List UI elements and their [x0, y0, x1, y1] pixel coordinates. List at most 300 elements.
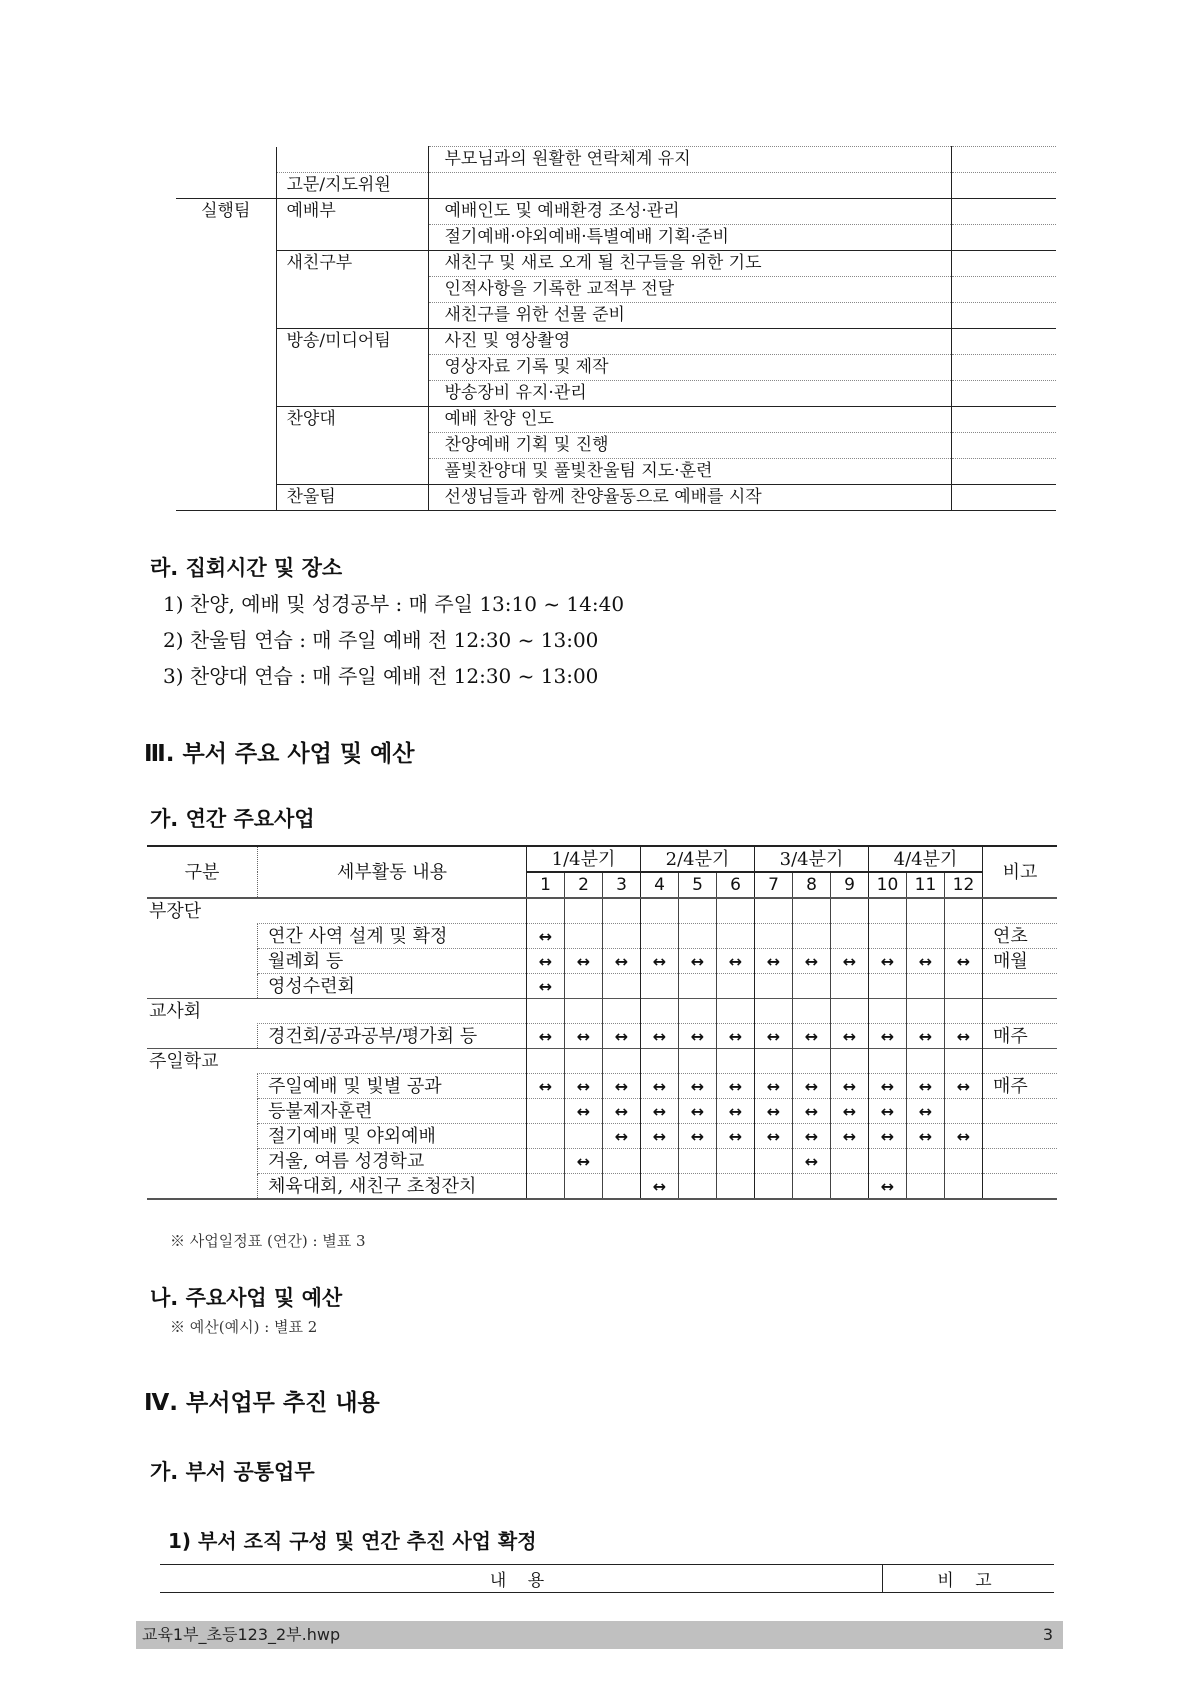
month-cell	[717, 898, 755, 924]
budget-note: ※ 예산(예시) : 별표 2	[170, 1318, 318, 1336]
org-subteam	[276, 355, 428, 381]
header-month: 2	[565, 872, 603, 898]
org-row	[176, 173, 1056, 199]
org-subteam	[276, 433, 428, 459]
month-cell	[641, 999, 679, 1024]
activity-row	[147, 1099, 1057, 1124]
category-spacer	[147, 949, 258, 974]
org-task: 풀빛찬양대 및 풀빛찬울팀 지도·훈련	[428, 459, 951, 485]
month-cell	[945, 898, 983, 924]
org-note	[951, 251, 1056, 277]
activity-label: 월례회 등	[258, 949, 527, 974]
remark-cell: 매월	[983, 949, 1058, 974]
month-cell	[717, 1174, 755, 1200]
org-row	[176, 251, 1056, 277]
arrow-icon: ↔	[869, 1099, 907, 1124]
org-group	[176, 485, 276, 511]
footer-filename: 교육1부_초등123_2부.hwp	[142, 1625, 341, 1644]
month-cell	[755, 924, 793, 949]
activity-label: 등불제자훈련	[258, 1099, 527, 1124]
month-cell	[527, 999, 565, 1024]
month-cell	[831, 1049, 869, 1074]
month-cell	[679, 898, 717, 924]
month-cell	[641, 974, 679, 999]
org-note	[951, 173, 1056, 199]
arrow-icon: ↔	[793, 1024, 831, 1049]
remark-cell: 연초	[983, 924, 1058, 949]
page-footer	[136, 1621, 1063, 1649]
month-cell	[907, 924, 945, 949]
month-cell	[527, 1124, 565, 1149]
org-task: 선생님들과 함께 찬양율동으로 예배를 시작	[428, 485, 951, 511]
arrow-icon: ↔	[869, 949, 907, 974]
month-cell	[907, 999, 945, 1024]
header-month: 3	[603, 872, 641, 898]
month-cell	[755, 1049, 793, 1074]
month-cell	[527, 1149, 565, 1174]
category-label: 교사회	[147, 999, 258, 1024]
org-note	[951, 485, 1056, 511]
category-spacer	[147, 1174, 258, 1200]
header-month: 5	[679, 872, 717, 898]
org-task: 예배인도 및 예배환경 조성·관리	[428, 199, 951, 225]
activity-empty	[258, 999, 527, 1024]
org-task: 사진 및 영상촬영	[428, 329, 951, 355]
org-note	[951, 433, 1056, 459]
arrow-icon: ↔	[641, 1124, 679, 1149]
org-group	[176, 433, 276, 459]
arrow-icon: ↔	[831, 949, 869, 974]
org-note	[951, 459, 1056, 485]
category-spacer	[147, 974, 258, 999]
month-cell	[869, 924, 907, 949]
org-row	[176, 303, 1056, 329]
arrow-icon: ↔	[565, 1099, 603, 1124]
org-group	[176, 173, 276, 199]
category-label: 주일학교	[147, 1049, 258, 1074]
org-group	[176, 407, 276, 433]
activity-row	[147, 924, 1057, 949]
month-cell	[945, 1149, 983, 1174]
org-note	[951, 199, 1056, 225]
section-heading-meeting-times: 라. 집회시간 및 장소	[150, 556, 343, 580]
arrow-icon: ↔	[945, 1074, 983, 1099]
org-note	[951, 407, 1056, 433]
arrow-icon: ↔	[907, 1074, 945, 1099]
arrow-icon: ↔	[603, 949, 641, 974]
arrow-icon: ↔	[717, 1099, 755, 1124]
month-cell	[831, 999, 869, 1024]
org-group	[176, 251, 276, 277]
remark-cell	[983, 999, 1058, 1024]
month-cell	[527, 1049, 565, 1074]
month-cell	[679, 924, 717, 949]
org-subteam: 예배부	[276, 199, 428, 225]
arrow-icon: ↔	[869, 1124, 907, 1149]
category-label: 부장단	[147, 898, 258, 924]
arrow-icon: ↔	[755, 949, 793, 974]
activity-label: 경건회/공과공부/평가회 등	[258, 1024, 527, 1049]
org-group	[176, 459, 276, 485]
arrow-icon: ↔	[945, 1124, 983, 1149]
org-row	[176, 459, 1056, 485]
arrow-icon: ↔	[717, 1124, 755, 1149]
arrow-icon: ↔	[603, 1124, 641, 1149]
header-q3: 3/4분기	[755, 846, 869, 872]
org-task	[428, 173, 951, 199]
meeting-item-3: 3) 찬양대 연습 : 매 주일 예배 전 12:30 ~ 13:00	[163, 664, 599, 688]
activity-row	[147, 1124, 1057, 1149]
arrow-icon: ↔	[527, 949, 565, 974]
org-note	[951, 303, 1056, 329]
annual-schedule-table	[147, 845, 1057, 1200]
arrow-icon: ↔	[831, 1024, 869, 1049]
org-subteam	[276, 147, 428, 173]
section-heading-4: Ⅳ. 부서업무 추진 내용	[144, 1390, 380, 1416]
arrow-icon: ↔	[527, 924, 565, 949]
arrow-icon: ↔	[755, 1099, 793, 1124]
month-cell	[717, 974, 755, 999]
remark-cell	[983, 1099, 1058, 1124]
month-cell	[907, 898, 945, 924]
arrow-icon: ↔	[679, 1099, 717, 1124]
month-cell	[565, 1124, 603, 1149]
header-q1: 1/4분기	[527, 846, 641, 872]
month-cell	[755, 999, 793, 1024]
org-note	[951, 225, 1056, 251]
org-note	[951, 329, 1056, 355]
activity-row	[147, 1174, 1057, 1200]
activity-label: 체육대회, 새친구 초청잔치	[258, 1174, 527, 1200]
category-row	[147, 898, 1057, 924]
subheading-common-tasks: 가. 부서 공통업무	[150, 1460, 315, 1484]
header-month: 1	[527, 872, 565, 898]
org-task: 인적사항을 기록한 교적부 전달	[428, 277, 951, 303]
arrow-icon: ↔	[679, 1024, 717, 1049]
month-cell	[755, 898, 793, 924]
month-cell	[641, 924, 679, 949]
arrow-icon: ↔	[907, 1124, 945, 1149]
org-group	[176, 381, 276, 407]
org-task: 새친구 및 새로 오게 될 친구들을 위한 기도	[428, 251, 951, 277]
org-group	[176, 355, 276, 381]
arrow-icon: ↔	[793, 949, 831, 974]
month-cell	[717, 1049, 755, 1074]
arrow-icon: ↔	[641, 1024, 679, 1049]
month-cell	[793, 1174, 831, 1200]
remark-cell	[983, 1149, 1058, 1174]
arrow-icon: ↔	[679, 1124, 717, 1149]
org-row	[176, 485, 1056, 511]
org-row	[176, 225, 1056, 251]
arrow-icon: ↔	[527, 1074, 565, 1099]
org-task: 방송장비 유지·관리	[428, 381, 951, 407]
header-remark: 비 고	[883, 1565, 1055, 1593]
remark-cell	[983, 1174, 1058, 1200]
arrow-icon: ↔	[603, 1099, 641, 1124]
content-table	[160, 1564, 1054, 1593]
org-group	[176, 303, 276, 329]
subheading-annual-projects: 가. 연간 주요사업	[150, 807, 315, 831]
org-subteam	[276, 459, 428, 485]
activity-row	[147, 1149, 1057, 1174]
arrow-icon: ↔	[641, 1174, 679, 1200]
remark-cell	[983, 974, 1058, 999]
header-q4: 4/4분기	[869, 846, 983, 872]
org-subteam: 새친구부	[276, 251, 428, 277]
org-structure-table	[176, 146, 1056, 511]
month-cell	[907, 1174, 945, 1200]
org-subteam	[276, 277, 428, 303]
month-cell	[793, 1049, 831, 1074]
category-spacer	[147, 924, 258, 949]
page-number: 3	[1042, 1625, 1053, 1644]
month-cell	[603, 1149, 641, 1174]
month-cell	[945, 1174, 983, 1200]
activity-label: 주일예배 및 빛별 공과	[258, 1074, 527, 1099]
header-month: 8	[793, 872, 831, 898]
org-task: 절기예배·야외예배·특별예배 기획·준비	[428, 225, 951, 251]
category-spacer	[147, 1099, 258, 1124]
month-cell	[717, 924, 755, 949]
arrow-icon: ↔	[793, 1149, 831, 1174]
header-month: 11	[907, 872, 945, 898]
month-cell	[793, 974, 831, 999]
remark-cell	[983, 1049, 1058, 1074]
month-cell	[831, 924, 869, 949]
month-cell	[603, 898, 641, 924]
arrow-icon: ↔	[945, 949, 983, 974]
arrow-icon: ↔	[641, 1099, 679, 1124]
month-cell	[945, 924, 983, 949]
month-cell	[603, 999, 641, 1024]
org-note	[951, 277, 1056, 303]
header-content: 내 용	[160, 1565, 883, 1593]
month-cell	[831, 1149, 869, 1174]
month-cell	[945, 1049, 983, 1074]
header-month: 12	[945, 872, 983, 898]
org-note	[951, 147, 1056, 173]
arrow-icon: ↔	[869, 1174, 907, 1200]
month-cell	[831, 898, 869, 924]
arrow-icon: ↔	[907, 1024, 945, 1049]
org-row	[176, 147, 1056, 173]
arrow-icon: ↔	[527, 1024, 565, 1049]
activity-label: 겨울, 여름 성경학교	[258, 1149, 527, 1174]
item-org-setup: 1) 부서 조직 구성 및 연간 추진 사업 확정	[168, 1529, 537, 1553]
month-cell	[603, 1049, 641, 1074]
activity-label: 절기예배 및 야외예배	[258, 1124, 527, 1149]
arrow-icon: ↔	[869, 1074, 907, 1099]
category-spacer	[147, 1124, 258, 1149]
org-subteam: 찬양대	[276, 407, 428, 433]
month-cell	[527, 898, 565, 924]
org-group: 실행팀	[176, 199, 276, 225]
arrow-icon: ↔	[869, 1024, 907, 1049]
month-cell	[869, 1049, 907, 1074]
meeting-item-2: 2) 찬울팀 연습 : 매 주일 예배 전 12:30 ~ 13:00	[163, 628, 599, 652]
header-month: 7	[755, 872, 793, 898]
category-row	[147, 1049, 1057, 1074]
category-spacer	[147, 1074, 258, 1099]
header-q2: 2/4분기	[641, 846, 755, 872]
activity-label: 연간 사역 설계 및 확정	[258, 924, 527, 949]
month-cell	[641, 1049, 679, 1074]
org-task: 영상자료 기록 및 제작	[428, 355, 951, 381]
month-cell	[755, 1149, 793, 1174]
org-group	[176, 277, 276, 303]
header-month: 4	[641, 872, 679, 898]
month-cell	[869, 1149, 907, 1174]
header-month: 10	[869, 872, 907, 898]
month-cell	[907, 1149, 945, 1174]
arrow-icon: ↔	[679, 949, 717, 974]
header-activity: 세부활동 내용	[258, 846, 527, 898]
org-subteam: 방송/미디어팀	[276, 329, 428, 355]
month-cell	[565, 1174, 603, 1200]
arrow-icon: ↔	[907, 1099, 945, 1124]
month-cell	[565, 924, 603, 949]
arrow-icon: ↔	[641, 1074, 679, 1099]
month-cell	[527, 1174, 565, 1200]
month-cell	[831, 1174, 869, 1200]
arrow-icon: ↔	[717, 1024, 755, 1049]
org-note	[951, 381, 1056, 407]
org-task: 부모님과의 원활한 연락체계 유지	[428, 147, 951, 173]
org-group	[176, 329, 276, 355]
org-group	[176, 147, 276, 173]
month-cell	[793, 924, 831, 949]
org-note	[951, 355, 1056, 381]
org-subteam	[276, 225, 428, 251]
org-task: 찬양예배 기획 및 진행	[428, 433, 951, 459]
category-spacer	[147, 1024, 258, 1049]
arrow-icon: ↔	[755, 1124, 793, 1149]
month-cell	[755, 974, 793, 999]
month-cell	[641, 898, 679, 924]
month-cell	[565, 1049, 603, 1074]
month-cell	[603, 924, 641, 949]
org-group	[176, 225, 276, 251]
month-cell	[793, 898, 831, 924]
month-cell	[869, 974, 907, 999]
month-cell	[565, 974, 603, 999]
month-cell	[679, 974, 717, 999]
org-row	[176, 199, 1056, 225]
arrow-icon: ↔	[565, 1024, 603, 1049]
month-cell	[907, 1049, 945, 1074]
month-cell	[603, 1174, 641, 1200]
month-cell	[679, 1174, 717, 1200]
arrow-icon: ↔	[527, 974, 565, 999]
org-subteam	[276, 303, 428, 329]
header-remark: 비고	[983, 846, 1058, 898]
header-month: 9	[831, 872, 869, 898]
org-subteam: 고문/지도위원	[276, 173, 428, 199]
remark-cell	[983, 1124, 1058, 1149]
month-cell	[755, 1174, 793, 1200]
arrow-icon: ↔	[831, 1124, 869, 1149]
month-cell	[679, 1149, 717, 1174]
org-row	[176, 433, 1056, 459]
remark-cell: 매주	[983, 1024, 1058, 1049]
meeting-item-1: 1) 찬양, 예배 및 성경공부 : 매 주일 13:10 ~ 14:40	[163, 592, 625, 616]
month-cell	[869, 999, 907, 1024]
arrow-icon: ↔	[717, 949, 755, 974]
arrow-icon: ↔	[907, 949, 945, 974]
remark-cell	[983, 898, 1058, 924]
arrow-icon: ↔	[565, 1074, 603, 1099]
org-row	[176, 277, 1056, 303]
activity-empty	[258, 898, 527, 924]
arrow-icon: ↔	[565, 949, 603, 974]
activity-row	[147, 949, 1057, 974]
section-heading-3: Ⅲ. 부서 주요 사업 및 예산	[144, 741, 415, 767]
org-subteam: 찬울팀	[276, 485, 428, 511]
arrow-icon: ↔	[755, 1074, 793, 1099]
month-cell	[831, 974, 869, 999]
arrow-icon: ↔	[603, 1074, 641, 1099]
header-gubun: 구분	[147, 846, 258, 898]
org-subteam	[276, 381, 428, 407]
month-cell	[527, 1099, 565, 1124]
org-task: 예배 찬양 인도	[428, 407, 951, 433]
month-cell	[717, 999, 755, 1024]
activity-row	[147, 974, 1057, 999]
schedule-note: ※ 사업일정표 (연간) : 별표 3	[170, 1232, 366, 1250]
month-cell	[717, 1149, 755, 1174]
month-cell	[565, 999, 603, 1024]
month-cell	[793, 999, 831, 1024]
month-cell	[945, 974, 983, 999]
remark-cell: 매주	[983, 1074, 1058, 1099]
org-row	[176, 355, 1056, 381]
arrow-icon: ↔	[793, 1099, 831, 1124]
month-cell	[641, 1149, 679, 1174]
arrow-icon: ↔	[831, 1099, 869, 1124]
arrow-icon: ↔	[793, 1124, 831, 1149]
month-cell	[565, 898, 603, 924]
arrow-icon: ↔	[831, 1074, 869, 1099]
arrow-icon: ↔	[717, 1074, 755, 1099]
arrow-icon: ↔	[755, 1024, 793, 1049]
arrow-icon: ↔	[945, 1024, 983, 1049]
month-cell	[679, 999, 717, 1024]
month-cell	[945, 999, 983, 1024]
activity-label: 영성수련회	[258, 974, 527, 999]
org-task: 새친구를 위한 선물 준비	[428, 303, 951, 329]
arrow-icon: ↔	[793, 1074, 831, 1099]
arrow-icon: ↔	[603, 1024, 641, 1049]
activity-empty	[258, 1049, 527, 1074]
activity-row	[147, 1074, 1057, 1099]
org-row	[176, 407, 1056, 433]
header-month: 6	[717, 872, 755, 898]
month-cell	[679, 1049, 717, 1074]
org-row	[176, 381, 1056, 407]
category-row	[147, 999, 1057, 1024]
month-cell	[869, 898, 907, 924]
arrow-icon: ↔	[641, 949, 679, 974]
org-row	[176, 329, 1056, 355]
month-cell	[945, 1099, 983, 1124]
category-spacer	[147, 1149, 258, 1174]
month-cell	[907, 974, 945, 999]
arrow-icon: ↔	[565, 1149, 603, 1174]
subheading-projects-budget: 나. 주요사업 및 예산	[150, 1286, 343, 1310]
month-cell	[603, 974, 641, 999]
activity-row	[147, 1024, 1057, 1049]
